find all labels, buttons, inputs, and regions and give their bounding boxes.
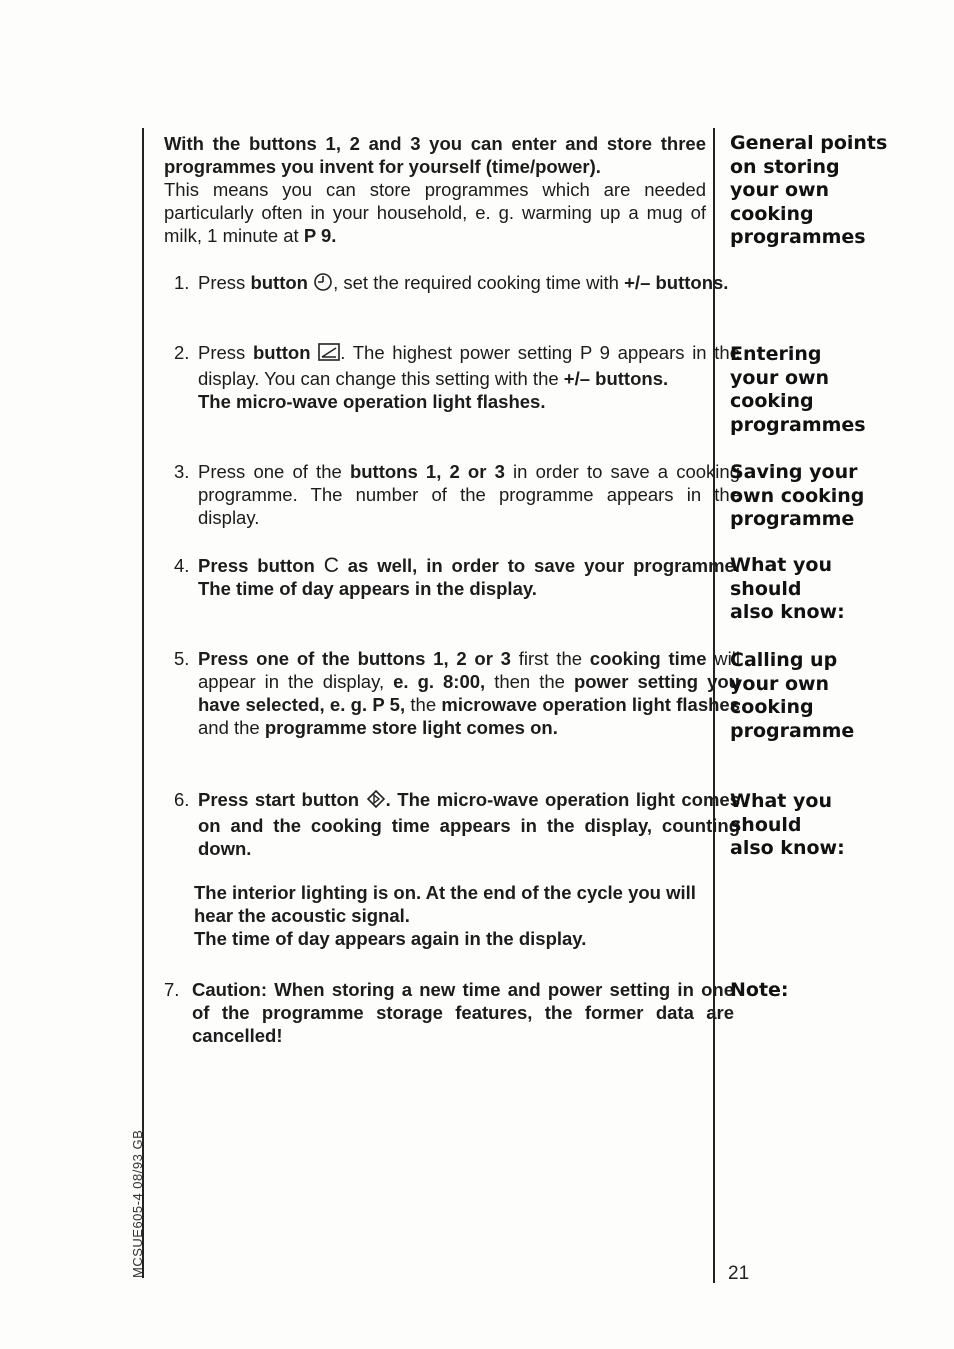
step-4: 4. Press button C as well, in order to save your programme. The time of day appears in the display. [174,554,740,599]
intro-bold-text: With the buttons 1, 2 and 3 you can enter and store three programmes you invent for yourself (time/power). [164,133,706,177]
heading-what-you-should-know-1: What you should also know: [730,554,845,623]
heading-entering: Entering your own cooking programmes [730,343,866,436]
heading-note: Note: [730,979,789,1001]
intro-paragraph [164,132,706,247]
step-7: 7. Caution: When storing a new time and power setting in one of the programme storage features, the former data are cancelled! [164,979,734,1046]
step-1: 1. Press button , set the required cooking time with +/– buttons. [164,271,740,297]
heading-general-points: General points on storing your own cooking programmes [730,132,888,248]
page-number: 21 [728,1263,750,1284]
step-5: 5. Press one of the buttons 1, 2 or 3 first the cooking time will appear in the display, e. g. 8:00, then the power setting you have selected, e. g. P 5, the microwave operation light flashes and the programme store light comes on. [174,648,741,738]
step-3: 3. Press one of the buttons 1, 2 or 3 in order to save a cooking programme. The number of the programme appears in the display. [174,461,740,528]
intro-text: This means you can store programmes which are needed particularly often in your household, e. g. warming up a mug of milk, 1 minute at P 9. [164,179,706,246]
step-2-note: The micro-wave operation light flashes. [198,391,546,412]
power-icon [318,342,340,367]
step-6: 6. Press start button . The micro-wave operation light comes on and the cooking time appears in the display, counting down. [174,789,740,859]
heading-calling-up: Calling up your own cooking programme [730,649,855,742]
document-code: MCSUE605-4 08/93 GB [130,1129,145,1278]
interior-light-paragraph: The interior lighting is on. At the end of the cycle you will hear the acoustic signal. The time of day appears again in the display. [194,882,696,949]
clock-icon [313,272,333,297]
heading-what-you-should-know-2: What you should also know: [730,790,845,859]
step-2: 2. Press button . The highest power setting P 9 appears in the display. You can change this setting with the +/– buttons. The micro-wave operation light flashes. [174,342,741,412]
start-icon [366,789,386,814]
heading-saving: Saving your own cooking programme [730,461,865,530]
c-button-icon: C [323,554,339,577]
left-margin-rule [142,128,144,1278]
